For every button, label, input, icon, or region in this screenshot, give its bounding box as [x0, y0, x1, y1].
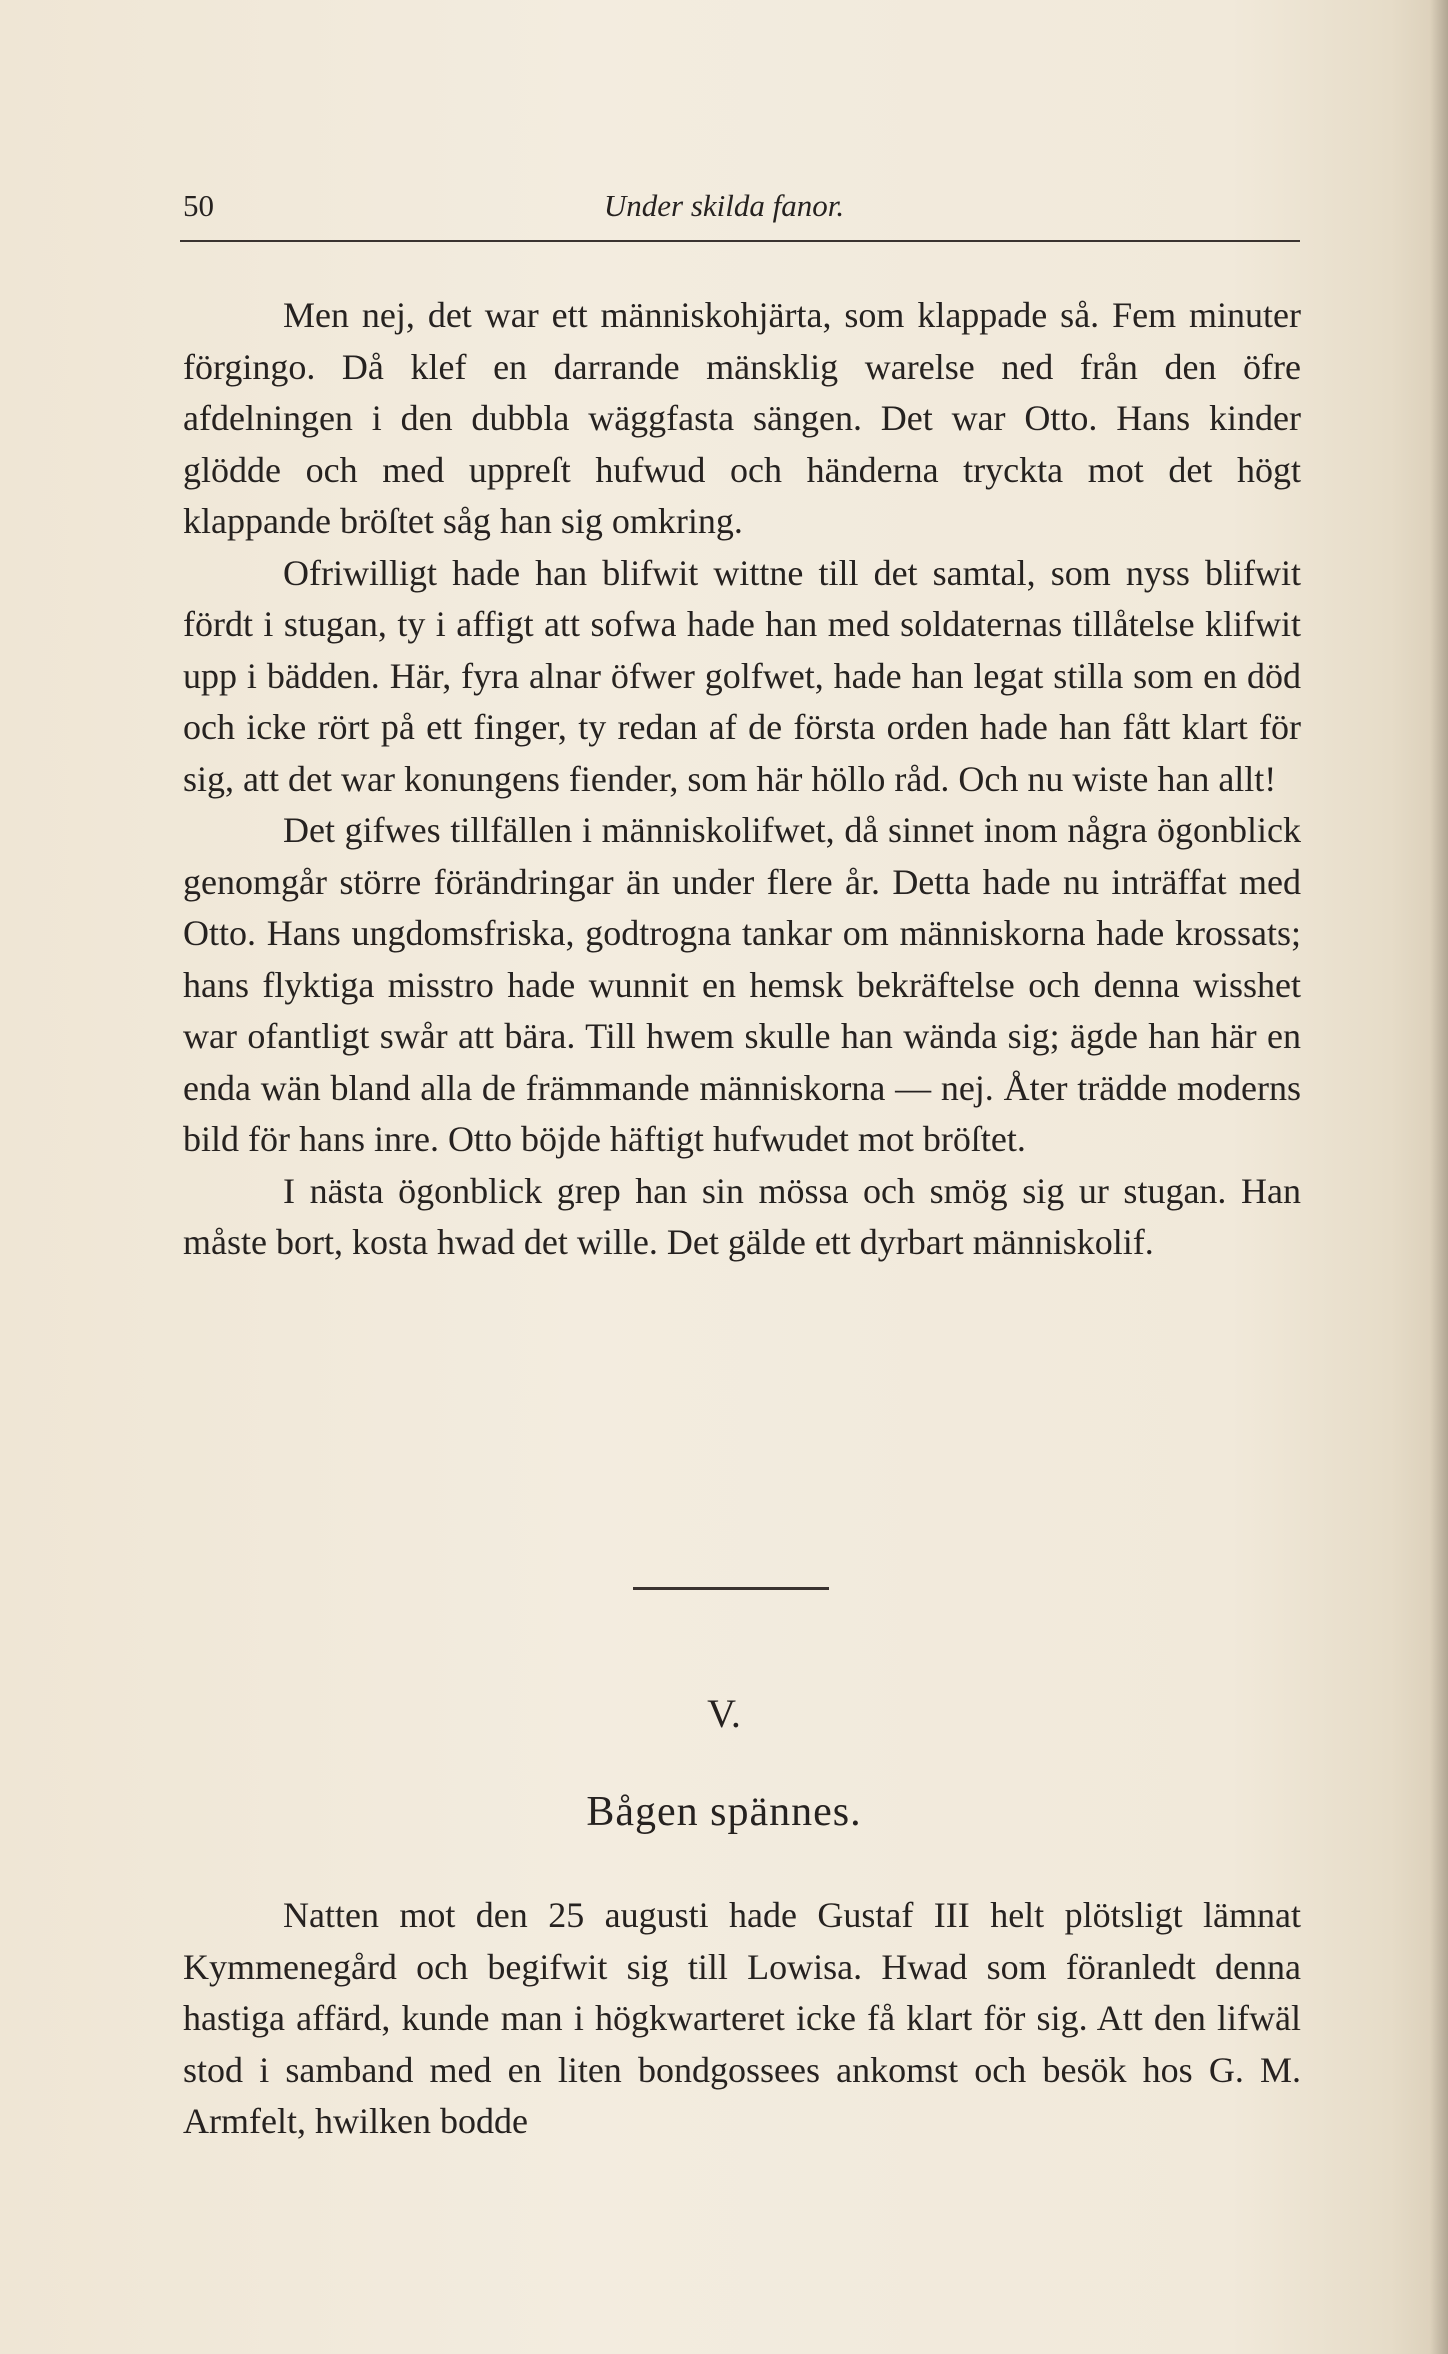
text-block-section-one: [183, 290, 1301, 1269]
text-block-section-two: [183, 1890, 1301, 2148]
section-divider: [633, 1587, 829, 1590]
paragraph: Men nej, det war ett människohjärta, som klappade så. Fem minuter förgingo. Då klef en darrande mänsklig warelse ned från den öfre afdelningen i den dubbla wäggfasta sängen. Det war Otto. Hans kinder glödde och med uppreſt hufwud och händerna tryckta mot det högt klappande bröſtet såg han sig omkring.: [183, 295, 1301, 541]
paragraph: Det gifwes tillfällen i människolifwet, då sinnet inom några ögonblick genomgår större förändringar än under flere år. Detta hade nu inträffat med Otto. Hans ungdomsfriska, godtrogna tankar om människorna hade krossats; hans flyktiga misstro hade wunnit en hemsk bekräftelse och denna wisshet war ofantligt swår att bära. Till hwem skulle han wända sig; ägde han här en enda wän bland alla de främmande människorna — nej. Åter trädde moderns bild för hans inre. Otto böjde häftigt hufwudet mot bröſtet.: [183, 810, 1301, 1159]
paragraph: Ofriwilligt hade han blifwit wittne till det samtal, som nyss blifwit fördt i stugan, ty i affigt att sofwa hade han med soldaternas tillåtelse klifwit upp i bädden. Här, fyra alnar öfwer golfwet, hade han legat stilla som en död och icke rört på ett finger, ty redan af de första orden hade han fått klart för sig, att det war konungens fiender, som här höllo råd. Och nu wiste han allt!: [183, 552, 1301, 799]
page-edge-shadow: [1430, 0, 1448, 2354]
running-title: Under skilda fanor.: [603, 188, 845, 223]
paragraph: I nästa ögonblick grep han sin mössa och smög sig ur stugan. Han måste bort, kosta hwad det wille. Det gälde ett dyrbart människolif.: [183, 1170, 1301, 1262]
chapter-number: V.: [707, 1691, 741, 1736]
chapter-title: Bågen spännes.: [586, 1789, 862, 1835]
paragraph: Natten mot den 25 augusti hade Gustaf III helt plötsligt lämnat Kymmenegård och begifwit sig till Lowisa. Hwad som föranledt denna hastiga affärd, kunde man i högkwarteret icke få klart för sig. Att den lifwäl stod i samband med en liten bondgossees ankomst och besök hos G. M. Armfelt, hwilken bodde: [183, 1895, 1301, 2141]
header-rule: [180, 240, 1300, 242]
page-number: 50: [183, 188, 214, 223]
